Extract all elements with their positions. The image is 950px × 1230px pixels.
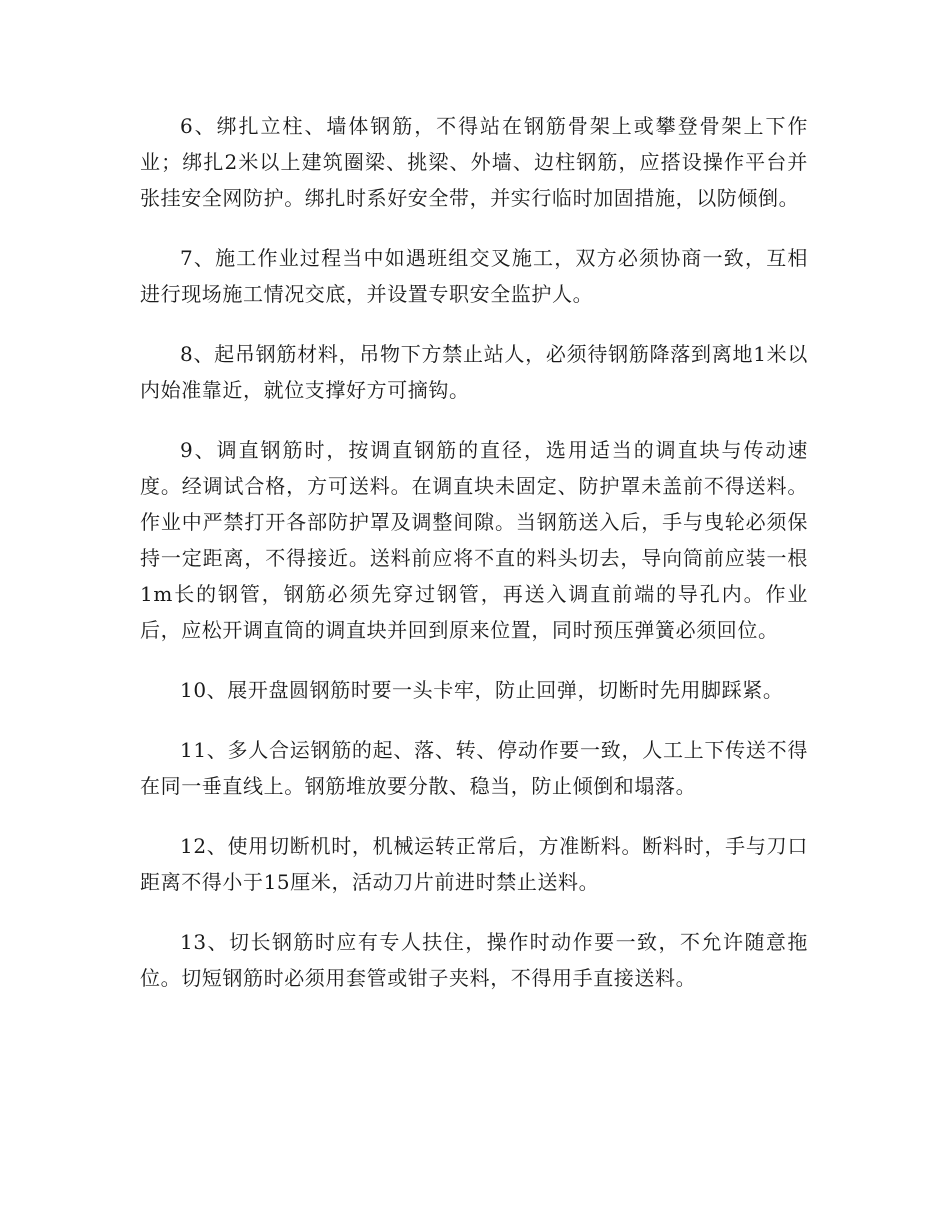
paragraph-9: 9、调直钢筋时，按调直钢筋的直径，选用适当的调直块与传动速度。经调试合格，方可送料。在调直块未固定、防护罩未盖前不得送料。作业中严禁打开各部防护罩及调整间隙。当钢筋送入后，手与曳轮必须保持一定距离，不得接近。送料前应将不直的料头切去，导向筒前应装一根1m长的钢管，钢筋必须先穿过钢管，再送入调直前端的导孔内。作业后，应松开调直筒的调直块并回到原来位置，同时预压弹簧必须回位。: [140, 438, 808, 642]
paragraph-8: 8、起吊钢筋材料，吊物下方禁止站人，必须待钢筋降落到离地1米以内始准靠近，就位支撑好方可摘钩。: [140, 342, 808, 402]
paragraph-7: 7、施工作业过程当中如遇班组交叉施工，双方必须协商一致，互相进行现场施工情况交底，并设置专职安全监护人。: [140, 246, 808, 306]
paragraph-11: 11、多人合运钢筋的起、落、转、停动作要一致，人工上下传送不得在同一垂直线上。钢筋堆放要分散、稳当，防止倾倒和塌落。: [140, 738, 808, 798]
paragraph-12: 12、使用切断机时，机械运转正常后，方准断料。断料时，手与刀口距离不得小于15厘米，活动刀片前进时禁止送料。: [140, 834, 808, 894]
paragraph-13: 13、切长钢筋时应有专人扶住，操作时动作要一致，不允许随意拖位。切短钢筋时必须用套管或钳子夹料，不得用手直接送料。: [140, 930, 808, 990]
document-body: [140, 108, 808, 1020]
paragraph-10: 10、展开盘圆钢筋时要一头卡牢，防止回弹，切断时先用脚踩紧。: [180, 678, 784, 702]
paragraph-6: 6、绑扎立柱、墙体钢筋，不得站在钢筋骨架上或攀登骨架上下作业；绑扎2米以上建筑圈梁、挑梁、外墙、边柱钢筋，应搭设操作平台并张挂安全网防护。绑扎时系好安全带，并实行临时加固措施，以防倾倒。: [140, 114, 808, 210]
